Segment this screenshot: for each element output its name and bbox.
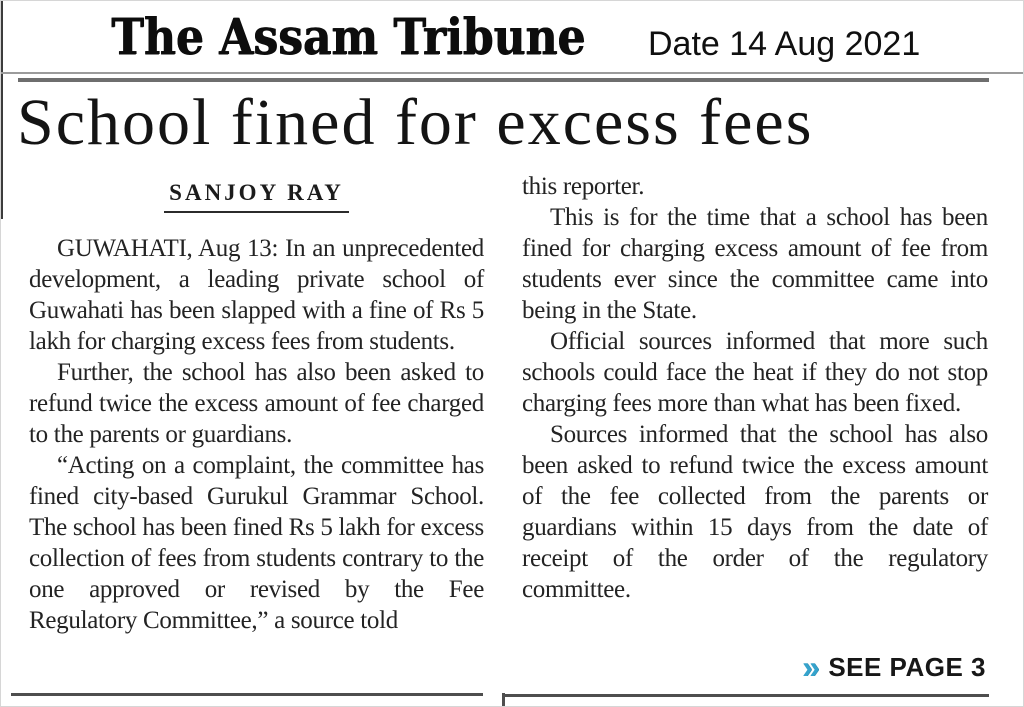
- header-rule-thin: [1, 72, 1024, 74]
- newspaper-masthead: The Assam Tribune: [111, 9, 586, 67]
- byline-wrap: [29, 177, 484, 213]
- scan-left-edge-line: [1, 1, 3, 219]
- article-paragraph: “Acting on a complaint, the committee has fined city-based Gurukul Grammar School. The school has been fined Rs 5 lakh for excess collection of fees from students contrary to the one approved or revised by the Fee Regulatory Committee,” a source told: [29, 452, 484, 634]
- article-column-left: [29, 177, 484, 636]
- continuation-label: SEE PAGE 3: [828, 652, 986, 682]
- article-column-right: [522, 171, 988, 605]
- header-rule-thick: [18, 78, 989, 82]
- bottom-rule-tick: [502, 693, 505, 707]
- byline: SANJOY RAY: [164, 177, 349, 213]
- article-paragraph: This is for the time that a school has been fined for charging excess amount of fee from students ever since the committee came into being in the State.: [522, 204, 988, 324]
- bottom-rule-left: [11, 693, 483, 696]
- double-chevron-right-icon: »: [802, 649, 821, 685]
- date-label: Date 14 Aug 2021: [648, 25, 921, 63]
- article-paragraph: Further, the school has also been asked to refund twice the excess amount of fee charged to the parents or guardians.: [29, 359, 484, 448]
- article-paragraph: this reporter.: [522, 173, 645, 200]
- continuation-marker: [802, 649, 986, 686]
- bottom-rule-right: [503, 694, 989, 697]
- article-paragraph: Sources informed that the school has also been asked to refund twice the excess amount of the fee collected from the parents or guardians within 15 days from the date of receipt of the order of the regulatory committee.: [522, 421, 988, 603]
- article-paragraph: Official sources informed that more such schools could face the heat if they do not stop charging fees more than what has been fixed.: [522, 328, 988, 417]
- article-paragraph: GUWAHATI, Aug 13: In an unprecedented development, a leading private school of Guwahati has been slapped with a fine of Rs 5 lakh for charging excess fees from students.: [29, 235, 484, 355]
- article-headline: School fined for excess fees: [17, 86, 814, 159]
